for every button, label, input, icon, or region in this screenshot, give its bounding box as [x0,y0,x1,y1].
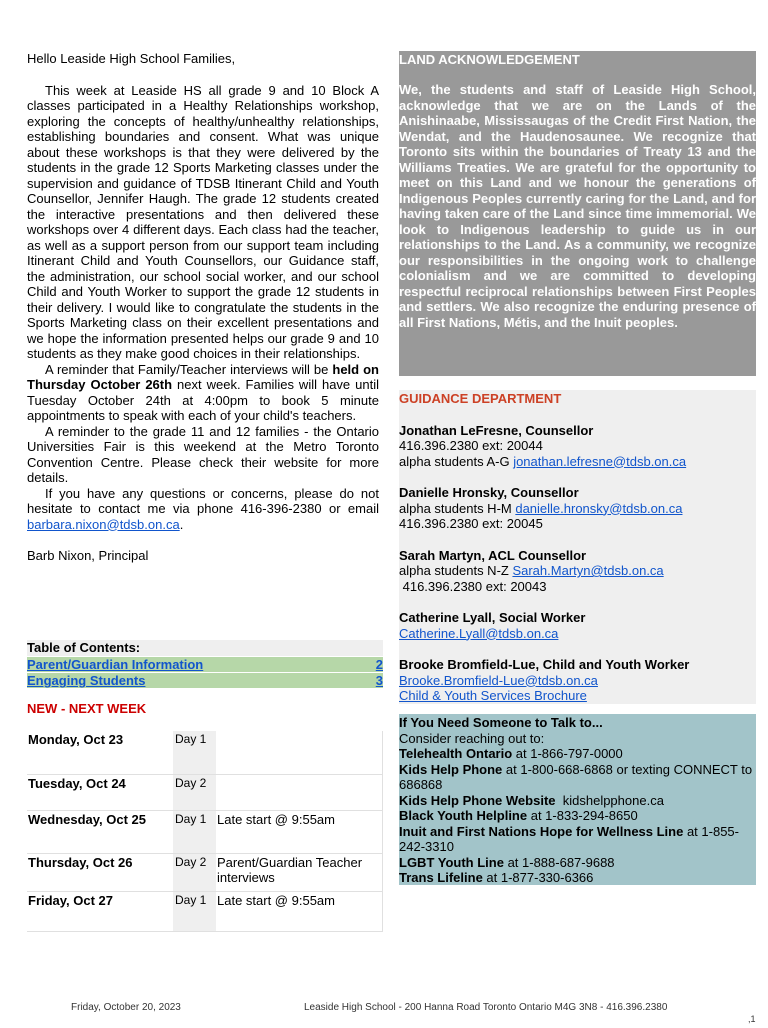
helpline-name: Kids Help Phone Website [399,792,556,808]
contact-email-link[interactable]: danielle.hronsky@tdsb.on.ca [515,500,683,516]
letter-paragraph-interviews [27,362,379,424]
helpline-detail: at 1-866-797-0000 [512,746,623,761]
toc-item-page: 3 [375,673,383,688]
schedule-day: Monday, Oct 23 [27,731,173,774]
guidance-contact-hronsky [399,485,756,532]
contact-email-link[interactable]: Sarah.Martyn@tdsb.on.ca [512,563,664,578]
contact-name: Catherine Lyall, Social Worker [399,610,586,625]
helpline-item [399,824,756,855]
contact-alpha-label: alpha students A-G [399,453,514,469]
helpline-item [399,855,756,871]
schedule-day-number: Day 1 [173,731,216,774]
footer-date: Friday, October 20, 2023 [71,1002,181,1013]
contact-alpha-label: alpha students N-Z [399,563,513,578]
footer-address: Leaside High School - 200 Hanna Road Toronto Ontario M4G 3N8 - 416.396.2380 [304,1002,668,1013]
letter-signature: Barb Nixon, Principal [27,548,149,563]
helpline-name: Black Youth Helpline [399,808,528,823]
helpline-name: Trans Lifeline [399,870,483,885]
schedule-day-number: Day 1 [173,810,216,853]
letter-paragraph-university-fair: A reminder to the grade 11 and 12 families - the Ontario Universities Fair is this weekend at the Metro Toronto Convention Centre. Please check their website for more details. [27,423,379,485]
schedule-table [27,731,383,932]
schedule-note: Late start @ 9:55am [216,891,383,931]
contact-email-link[interactable]: jonathan.lefresne@tdsb.on.ca [513,453,687,469]
principal-email-link[interactable]: barbara.nixon@tdsb.on.ca [27,516,180,532]
guidance-department-box [399,390,756,704]
helpline-detail: at 1-833-294-8650 [527,808,638,823]
helplines-title: If You Need Someone to Talk to... [399,715,603,730]
helpline-name: Kids Help Phone [399,761,503,777]
schedule-note: Parent/Guardian Teacher interviews [216,853,383,891]
table-row [27,731,383,774]
principal-letter [27,51,379,577]
helpline-detail: at 1-877-330-6366 [482,870,594,885]
helpline-item [399,746,756,762]
contact-phone: 416.396.2380 ext: 20044 [399,438,543,453]
toc-title: Table of Contents: [27,640,383,656]
toc-item-parent-guardian[interactable] [27,657,383,672]
contact-email-link[interactable]: Brooke.Bromfield-Lue@tdsb.on.ca [399,672,598,688]
contact-alpha [399,501,756,517]
schedule-day: Friday, Oct 27 [27,891,173,931]
contact-name: Danielle Hronsky, Counsellor [399,485,579,500]
footer-page-number: ,1 [748,1014,756,1024]
interviews-date-bold: held on Thursday October 26th [27,361,379,392]
land-acknowledgement-text: We, the students and staff of Leaside High School, acknowledge that we are on the Lands of the Anishinaabe, Mississaugas of the Credit First Nation, the Wendat, and the Haudenosaunee. We recognize that Toronto sits within the boundaries of Treaty 13 and the Williams Treaties. We are grateful for the opportunity to meet on this Land and we honour the generations of Indigenous Peoples currently caring for the Land, and for having taken care of the Land since time immemorial. We look to Indigenous leadership to guide us in our relationships to the Land. As a community, we recognize our responsibilities in the ongoing work to challenge colonialism and we are committed to developing respectful reciprocal relationships between First Peoples and settlers. We also recognize the enduring presence of all First Nations, Métis, and the Inuit peoples. [399,82,756,330]
table-row [27,853,383,891]
contact-email-link[interactable]: Catherine.Lyall@tdsb.on.ca [399,625,559,641]
guidance-title: GUIDANCE DEPARTMENT [399,391,562,406]
interviews-text-end: next week. Families will have until Tuesday October 24th at 4:00pm to book 5 minute appointments to speak with each of your child's teachers. [27,377,379,423]
table-row [27,774,383,810]
schedule-day-number: Day 2 [173,774,216,810]
schedule-day-number: Day 2 [173,853,216,891]
helpline-item [399,808,756,824]
helpline-detail: kidshelpphone.ca [555,792,664,808]
contact-name: Jonathan LeFresne, Counsellor [399,422,594,438]
toc-item-label: Parent/Guardian Information [27,657,204,672]
helplines-intro: Consider reaching out to: [399,730,545,746]
land-acknowledgement-box [399,51,756,376]
contact-alpha [399,563,756,579]
contact-alpha-label: alpha students H-M [399,500,516,516]
schedule-note [216,774,383,810]
helpline-detail: at 1-800-668-6868 or texting CONNECT to 686868 [399,761,753,792]
guidance-contact-lyall [399,610,756,641]
schedule-title: NEW - NEXT WEEK [27,701,147,716]
letter-paragraph-workshop: This week at Leaside HS all grade 9 and 10 Block A classes participated in a Healthy Relationships workshop, exploring the concepts of healthy/unhealthy relationships, establishing boundaries and consent. What was unique about these workshops is that they were delivered by the students in the grade 12 Sports Marketing classes under the supervision and guidance of TDSB Itinerant Child and Youth Counsellor, Jennifer Haugh. The grade 12 students created the interactive presentations and then delivered these workshops over 4 different days. Each class had the teacher, as well as a support person from our support team including Itinerant Child and Youth Counsellors, our Guidance staff, the administration, our school social worker, and our school Child and Youth Worker to support the grade 12 students in their delivery. I would like to congratulate the students in the Sports Marketing class on their excellent presentations and we hope the information presented helps our grade 9 and 10 students as they make good choices in their relationships. [27,82,379,361]
guidance-contact-bromfield-lue [399,657,756,704]
helpline-detail: at 1-855-242-3310 [399,823,739,854]
letter-paragraph-contact: If you have any questions or concerns, please do not hesitate to contact me via phone 416-396-2380 or email barbara.nixon@tdsb.on.ca. [27,485,379,532]
contact-text: If you have any questions or concerns, please do not hesitate to contact me via phone 416-396-2380 or email [27,485,379,516]
toc-item-engaging-students[interactable] [27,673,383,688]
helpline-item [399,870,756,886]
schedule-day: Wednesday, Oct 25 [27,810,173,853]
schedule-day: Thursday, Oct 26 [27,853,173,891]
helpline-item [399,762,756,793]
toc-item-page: 2 [375,657,383,672]
contact-name: Brooke Bromfield-Lue, Child and Youth Worker [399,657,690,672]
table-of-contents [27,640,383,688]
letter-greeting: Hello Leaside High School Families, [27,51,236,66]
helplines-box [399,714,756,885]
schedule-day: Tuesday, Oct 24 [27,774,173,810]
contact-phone: 416.396.2380 ext: 20045 [399,516,543,531]
contact-phone: 416.396.2380 ext: 20043 [399,578,547,594]
schedule-note [216,731,383,774]
helpline-name: Inuit and First Nations Hope for Wellness Line [399,823,684,839]
table-row [27,810,383,853]
helpline-name: LGBT Youth Line [399,854,504,870]
table-row [27,891,383,931]
helpline-name: Telehealth Ontario [399,746,513,761]
guidance-contact-lefresne [399,423,756,470]
interviews-text-start: A reminder that Family/Teacher interviews will be [45,361,333,377]
helpline-item [399,793,756,809]
toc-item-label: Engaging Students [27,673,146,688]
schedule-note: Late start @ 9:55am [216,810,383,853]
schedule-day-number: Day 1 [173,891,216,931]
guidance-contact-martyn [399,548,756,595]
contact-name: Sarah Martyn, ACL Counsellor [399,547,587,563]
brochure-link[interactable]: Child & Youth Services Brochure [399,688,587,703]
helpline-detail: at 1-888-687-9688 [503,854,615,870]
contact-alpha [399,454,756,470]
land-acknowledgement-title: LAND ACKNOWLEDGEMENT [399,52,580,67]
